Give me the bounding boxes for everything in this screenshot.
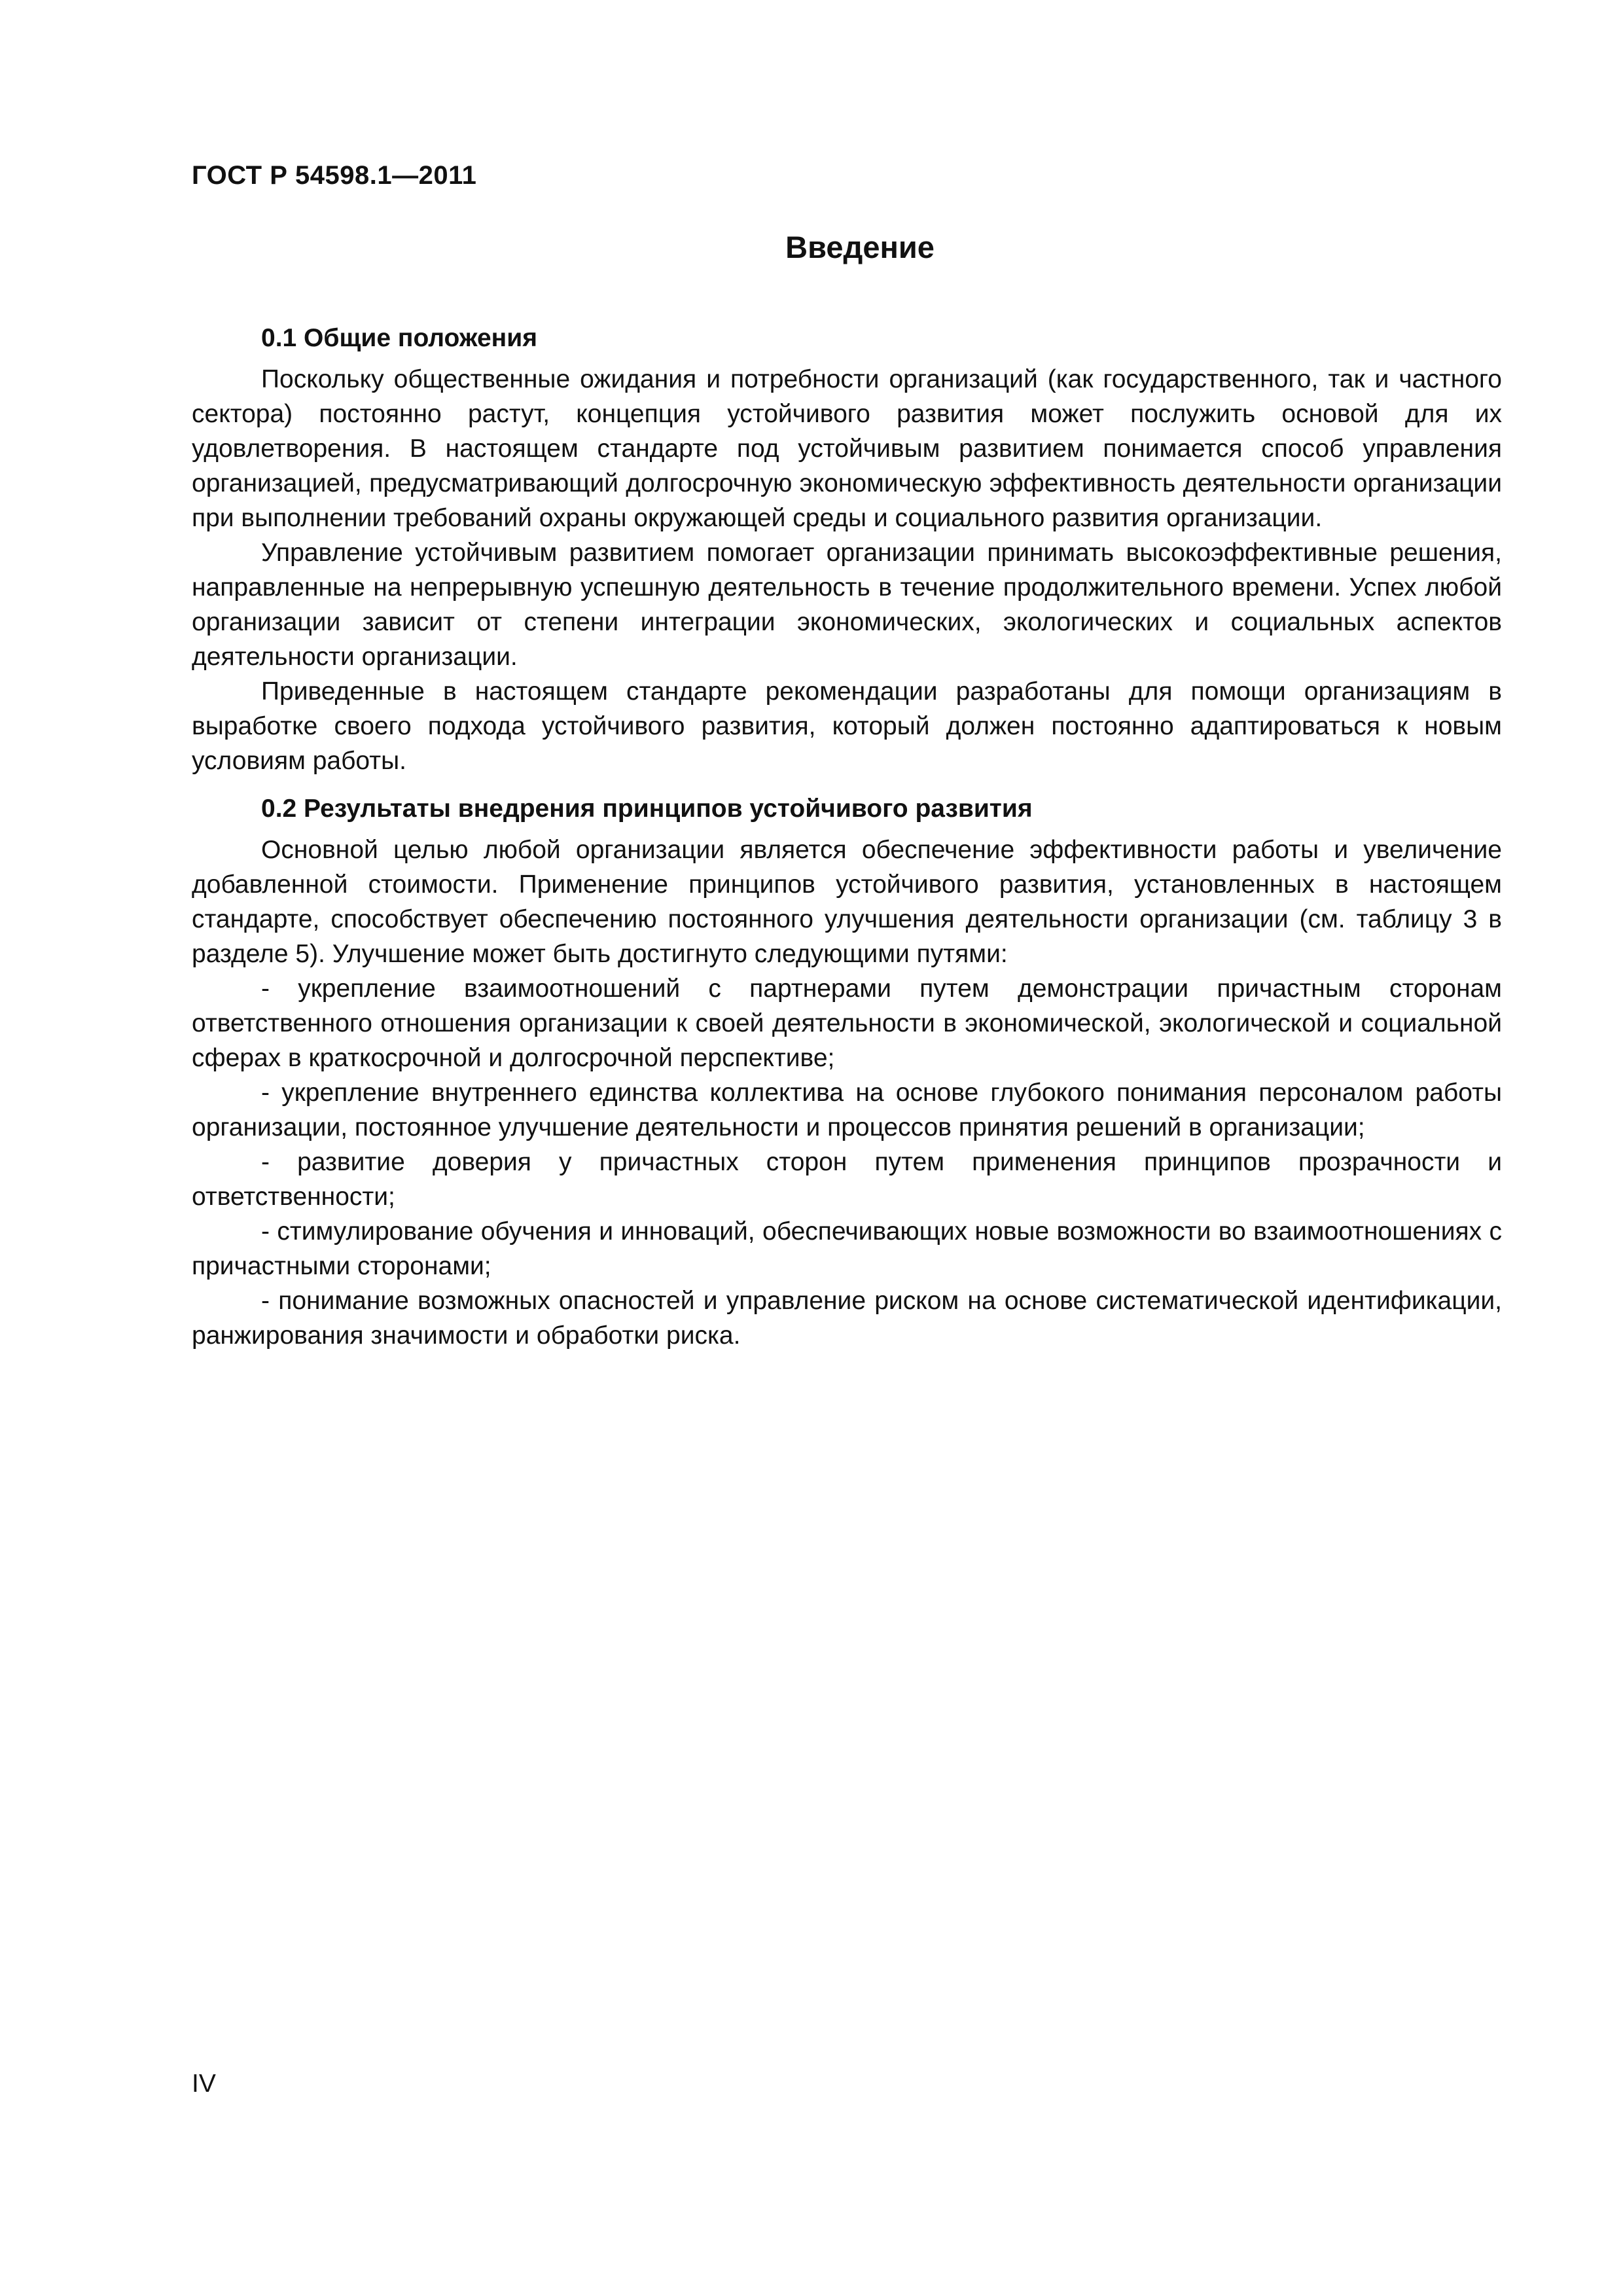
paragraph: Основной целью любой организации является обеспечение эффективности работы и увеличение добавленной стоимости. Применение принципов устойчивого развития, установленных в настоящем стандарте, способствует обеспечению постоянного улучшения деятельности организации (см. таблицу 3 в разделе 5). Улучшение может быть достигнуто следующими путями:: [192, 836, 1502, 968]
section-heading-general: 0.1 Общие положения: [261, 324, 537, 352]
page-title: Введение: [785, 230, 935, 264]
paragraph: Поскольку общественные ожидания и потребности организаций (как государственного, так и частного сектора) постоянно растут, концепция устойчивого развития может послужить основой для их удовлетворения. В настоящем стандарте под устойчивым развитием понимается способ управления организацией, предусматривающий долгосрочную экономическую эффективность деятельности организации при выполнении требований охраны окружающей среды и социального развития организации.: [192, 365, 1502, 532]
page-number: IV: [192, 2070, 216, 2098]
document-code: ГОСТ Р 54598.1—2011: [192, 161, 477, 190]
list-item: - укрепление внутреннего единства коллектива на основе глубокого понимания персоналом работы организации, постоянное улучшение деятельности и процессов принятия решений в организации;: [192, 1079, 1502, 1141]
paragraph: Управление устойчивым развитием помогает организации принимать высокоэффективные решения, направленные на непрерывную успешную деятельность в течение продолжительного времени. Успех любой организации зависит от степени интеграции экономических, экологических и социальных аспектов деятельности организации.: [192, 539, 1502, 671]
list-item: - укрепление взаимоотношений с партнерами путем демонстрации причастным сторонам ответственного отношения организации к своей деятельности в экономической, экологической и социальной сферах в краткосрочной и долгосрочной перспективе;: [192, 975, 1502, 1072]
document-body: [192, 321, 1502, 1353]
list-item: - стимулирование обучения и инноваций, обеспечивающих новые возможности во взаимоотношениях с причастными сторонами;: [192, 1217, 1502, 1280]
section-heading-results: 0.2 Результаты внедрения принципов устойчивого развития: [261, 795, 1033, 823]
list-item: - понимание возможных опасностей и управление риском на основе систематической идентификации, ранжирования значимости и обработки риска.: [192, 1287, 1502, 1350]
paragraph: Приведенные в настоящем стандарте рекомендации разработаны для помощи организациям в выработке своего подхода устойчивого развития, который должен постоянно адаптироваться к новым условиям работы.: [192, 677, 1502, 775]
list-item: - развитие доверия у причастных сторон путем применения принципов прозрачности и ответственности;: [192, 1148, 1502, 1211]
